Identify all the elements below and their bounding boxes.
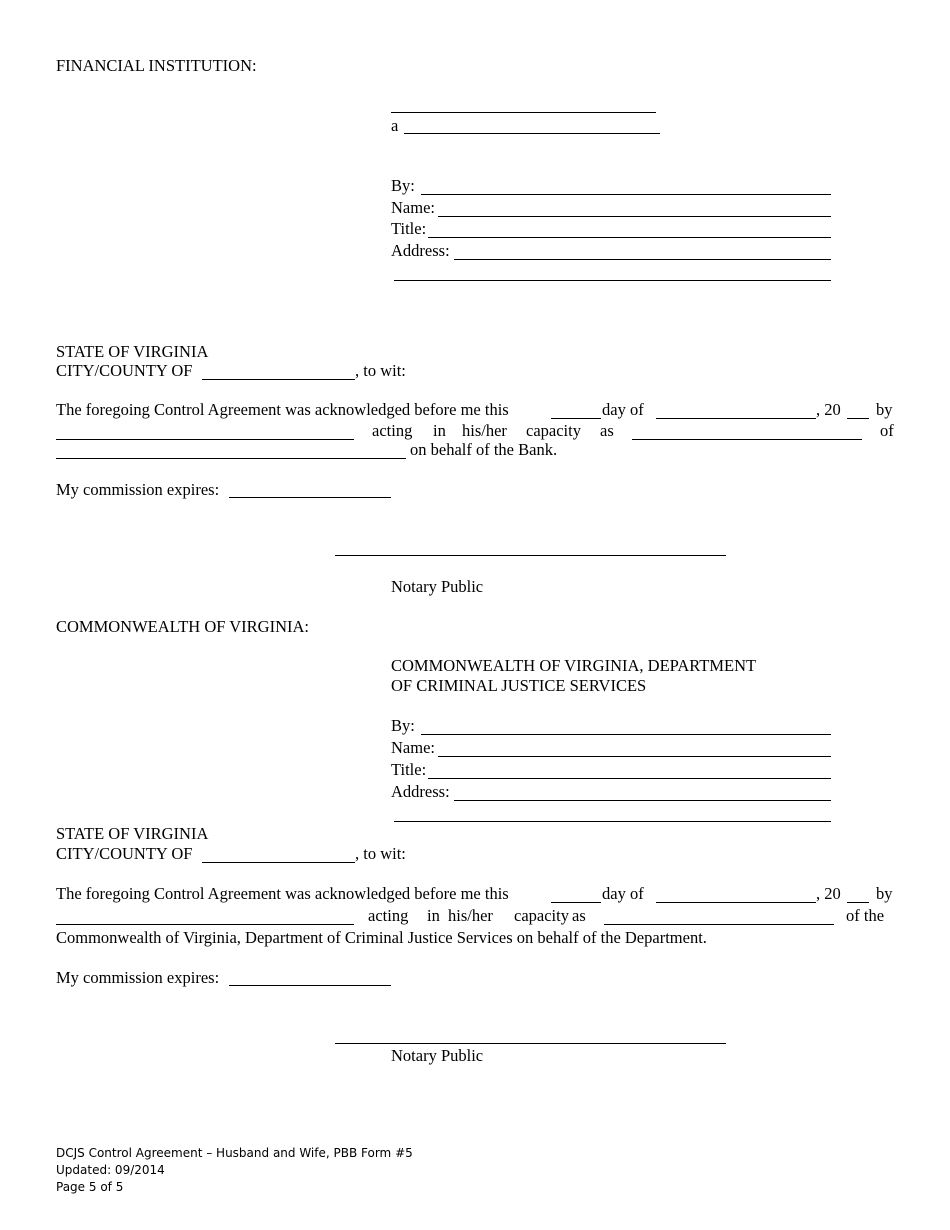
ack1-entity-line[interactable] xyxy=(56,458,406,459)
ack2-commission-label: My commission expires: xyxy=(56,968,220,987)
cw-name-row xyxy=(391,738,831,758)
fi-name-row xyxy=(391,198,831,218)
ack2-county-line[interactable] xyxy=(202,862,355,863)
cw-by-row xyxy=(391,716,831,736)
fi-name-label: Name: xyxy=(391,198,435,217)
ack1-commission-label: My commission expires: xyxy=(56,480,220,499)
ack2-his-her: his/her xyxy=(448,906,493,925)
cw-name-line[interactable] xyxy=(438,756,831,757)
ack2-as: as xyxy=(572,906,586,925)
ack2-text-row-1 xyxy=(56,884,895,904)
footer-form-title: DCJS Control Agreement – Husband and Wife, PBB Form #5 xyxy=(56,1146,413,1160)
ack2-to-wit: , to wit: xyxy=(355,844,406,863)
ack2-acting: acting xyxy=(368,906,409,925)
ack1-day-line[interactable] xyxy=(551,418,601,419)
ack1-in: in xyxy=(433,421,446,440)
ack2-day-line[interactable] xyxy=(551,902,601,903)
cw-by-label: By: xyxy=(391,716,415,735)
financial-institution-heading: FINANCIAL INSTITUTION: xyxy=(56,56,257,75)
ack1-text-row-1 xyxy=(56,400,895,420)
fi-by-row xyxy=(391,176,831,196)
ack1-acting: acting xyxy=(372,421,413,440)
ack2-capacity: capacity xyxy=(514,906,569,925)
commonwealth-dept-line-1: COMMONWEALTH OF VIRGINIA, DEPARTMENT xyxy=(391,656,757,675)
ack1-notary-label: Notary Public xyxy=(391,577,484,596)
ack1-text-row-3 xyxy=(56,440,895,460)
cw-title-line[interactable] xyxy=(428,778,831,779)
ack1-notary-signature-line[interactable] xyxy=(335,555,726,556)
cw-title-label: Title: xyxy=(391,760,427,779)
cw-address-row xyxy=(391,782,831,802)
ack2-year-line[interactable] xyxy=(847,902,869,903)
institution-name-line[interactable] xyxy=(391,112,656,113)
ack2-in: in xyxy=(427,906,440,925)
ack2-text-row-2 xyxy=(56,906,895,926)
fi-address-line-2[interactable] xyxy=(394,280,831,281)
ack1-year-line[interactable] xyxy=(847,418,869,419)
ack1-as: as xyxy=(600,421,614,440)
ack1-day-of: day of xyxy=(602,400,644,419)
fi-name-line[interactable] xyxy=(438,216,831,217)
ack1-commission-line[interactable] xyxy=(229,497,391,498)
ack2-capacity-line[interactable] xyxy=(604,924,834,925)
fi-address-label: Address: xyxy=(391,241,450,260)
commonwealth-heading: COMMONWEALTH OF VIRGINIA: xyxy=(56,617,310,636)
institution-entity-type-line[interactable] xyxy=(404,133,660,134)
ack1-on-behalf: on behalf of the Bank. xyxy=(410,440,558,459)
ack2-notary-label: Notary Public xyxy=(391,1046,484,1065)
ack2-text-start: The foregoing Control Agreement was acknowledged before me this xyxy=(56,884,509,903)
ack1-of: of xyxy=(880,421,894,440)
ack2-of-the: of the xyxy=(846,906,885,925)
fi-address-line[interactable] xyxy=(454,259,831,260)
fi-address-row xyxy=(391,241,831,261)
ack1-text-row-2 xyxy=(56,421,895,441)
ack2-notary-signature-line[interactable] xyxy=(335,1043,726,1044)
ack2-last-line: Commonwealth of Virginia, Department of Criminal Justice Services on behalf of the Department. xyxy=(56,928,707,947)
ack1-by: by xyxy=(876,400,893,419)
footer-updated: Updated: 09/2014 xyxy=(56,1163,165,1177)
institution-entity-prefix: a xyxy=(391,116,399,135)
ack1-year-prefix: , 20 xyxy=(816,400,841,419)
ack2-state: STATE OF VIRGINIA xyxy=(56,824,209,843)
fi-title-row xyxy=(391,219,831,239)
ack1-his-her: his/her xyxy=(462,421,507,440)
fi-by-line[interactable] xyxy=(421,194,831,195)
cw-title-row xyxy=(391,760,831,780)
ack2-county-label: CITY/COUNTY OF xyxy=(56,844,193,863)
ack1-state: STATE OF VIRGINIA xyxy=(56,342,209,361)
footer-page-number: Page 5 of 5 xyxy=(56,1180,124,1194)
cw-address-label: Address: xyxy=(391,782,450,801)
cw-address-line[interactable] xyxy=(454,800,831,801)
ack2-day-of: day of xyxy=(602,884,644,903)
cw-address-line-2[interactable] xyxy=(394,821,831,822)
fi-title-line[interactable] xyxy=(428,237,831,238)
ack2-year-prefix: , 20 xyxy=(816,884,841,903)
ack2-by: by xyxy=(876,884,893,903)
commonwealth-dept-line-2: OF CRIMINAL JUSTICE SERVICES xyxy=(391,676,647,695)
ack2-month-line[interactable] xyxy=(656,902,816,903)
ack1-text-start: The foregoing Control Agreement was acknowledged before me this xyxy=(56,400,509,419)
ack2-person-line[interactable] xyxy=(56,924,354,925)
cw-by-line[interactable] xyxy=(421,734,831,735)
ack1-capacity: capacity xyxy=(526,421,581,440)
ack1-month-line[interactable] xyxy=(656,418,816,419)
ack1-to-wit: , to wit: xyxy=(355,361,406,380)
ack2-commission-line[interactable] xyxy=(229,985,391,986)
cw-name-label: Name: xyxy=(391,738,435,757)
fi-title-label: Title: xyxy=(391,219,427,238)
fi-by-label: By: xyxy=(391,176,415,195)
ack1-county-label: CITY/COUNTY OF xyxy=(56,361,193,380)
ack1-county-line[interactable] xyxy=(202,379,355,380)
